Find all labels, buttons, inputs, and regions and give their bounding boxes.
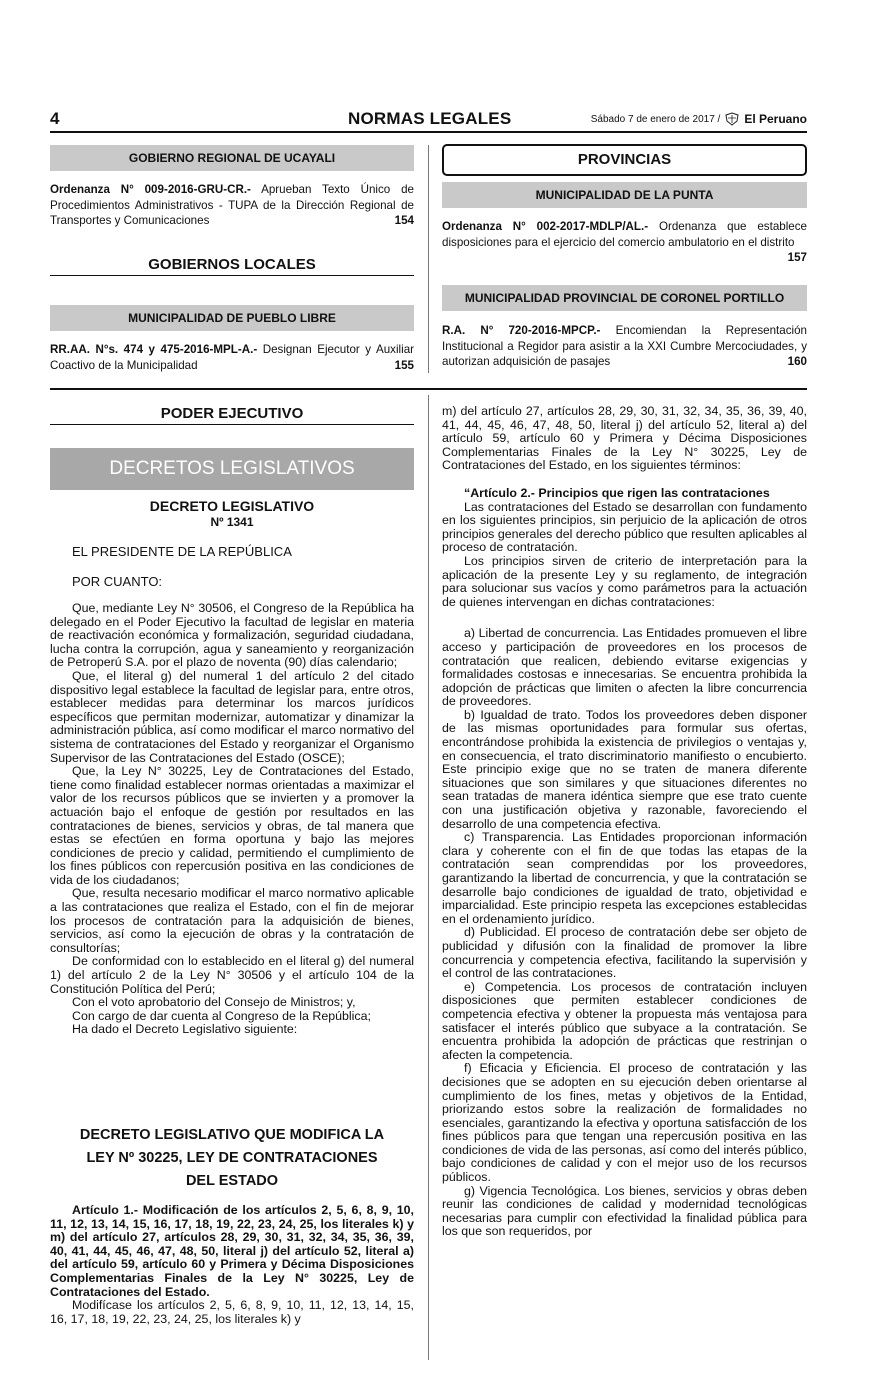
- summary-ref: Ordenanza N° 009-2016-GRU-CR.-: [50, 183, 251, 196]
- summary-page: 160: [787, 355, 807, 368]
- intro-paragraph: m) del artículo 27, artículos 28, 29, 30, 31, 32, 34, 35, 36, 39, 40, 41, 44, 45, 46, 47, 48, 50, literal j) del artículo 52, literal a) del artículo 59, artículo 60 y Primera y Décima Disposiciones Complementarias Finales de la Ley N° 30225, Ley de Contrataciones del Estado, en los siguientes términos:: [442, 404, 807, 473]
- summary-ref: Ordenanza N° 002-2017-MDLP/AL.-: [442, 220, 649, 233]
- paragraph: Que, el literal g) del numeral 1 del artículo 2 del citado dispositivo legal establece la facultad de legislar para, entre otros, establecer medidas para determinar los marcos jurídicos específicos que permitan modernizar, automatizar y dinamizar la administración pública, así como modificar el marco normativo del sistema de contrataciones del Estado y reorganizar el Organismo Supervisor de las Contrataciones del Estado (OSCE);: [50, 668, 414, 765]
- law-title-line-3: DEL ESTADO: [185, 1173, 279, 1189]
- summary-page: 157: [787, 251, 807, 264]
- paragraph: Que, la Ley N° 30225, Ley de Contrataciones del Estado, tiene como finalidad establecer normas orientadas a maximizar el valor de los recursos públicos que se invierten y a promover la actuación bajo el enfoque de gestión por resultados en las contrataciones de bienes, servicios y obras, de tal manera que estas se efectúen en forma oportuna y bajo las mejores condiciones de precio y calidad, permitiendo el cumplimiento de los fines públicos con repercusión positiva en las condiciones de vida de los ciudadanos;: [50, 764, 414, 887]
- section-title: NORMAS LEGALES: [348, 109, 512, 128]
- principle-item: e) Competencia. Los procesos de contratación incluyen disposiciones que permiten establecer condiciones de competencia efectiva y obtener la propuesta más ventajosa para satisfacer el interés público que subyace a la contratación. Se encuentra prohibida la adopción de prácticas que restrinjan o afecten la competencia.: [442, 979, 807, 1062]
- summary-text: Ordenanza que establece disposiciones para el ejercicio del comercio ambulatorio en el distrito: [442, 220, 807, 249]
- summary-page: 155: [394, 358, 414, 372]
- decretos-banner: DECRETOS LEGISLATIVOS: [50, 448, 414, 490]
- regional-bar: GOBIERNO REGIONAL DE UCAYALI: [50, 145, 414, 171]
- poder-ejecutivo-title: PODER EJECUTIVO: [50, 405, 414, 425]
- summary-text: Designan Ejecutor y Auxiliar Coactivo de la Municipalidad: [50, 343, 415, 372]
- law-title-line-1: DECRETO LEGISLATIVO QUE MODIFICA LA: [79, 1127, 385, 1143]
- decree-title: DECRETO LEGISLATIVO: [149, 498, 315, 514]
- presidente-line: EL PRESIDENTE DE LA REPÚBLICA: [72, 544, 292, 559]
- paragraph: Los principios sirven de criterio de interpretación para la aplicación de la presente Ley y su reglamento, de integración para solucionar sus vacíos y como parámetros para la actuación de quienes intervengan en dichas contrataciones:: [442, 553, 807, 609]
- brand-name: El Peruano: [744, 112, 807, 126]
- principle-item: g) Vigencia Tecnológica. Los bienes, servicios y obras deben reunir las condiciones de calidad y modernidad tecnológicas necesarias para cumplir con efectividad la finalidad pública para los que son requeridos, por: [442, 1183, 807, 1239]
- provincias-title: PROVINCIAS: [442, 144, 807, 176]
- article-1-heading: Artículo 1.- Modificación de los artículos 2, 5, 6, 8, 9, 10, 11, 12, 13, 14, 15, 16, 17, 18, 19, 22, 23, 24, 25, los literales k) y m) del artículo 27, artículos 28, 29, 30, 31, 32, 34, 35, 36, 39, 40, 41, 44, 45, 46, 47, 48, 50, literal j) del artículo 52, literal a) del artículo 59, artículo 60 y Primera y Décima Disposiciones Complementarias Finales de la Ley N° 30225, Ley de Contrataciones del Estado.: [50, 1203, 414, 1299]
- issue-date: Sábado 7 de enero de 2017 /: [590, 113, 721, 125]
- gobiernos-locales-title: GOBIERNOS LOCALES: [50, 256, 414, 276]
- paragraph: De conformidad con lo establecido en el literal g) del numeral 1) del artículo 2 de la Ley N° 30506 y el artículo 104 de la Constitución Política del Perú;: [50, 954, 414, 996]
- paragraph: Ha dado el Decreto Legislativo siguiente:: [72, 1022, 298, 1037]
- law-title-line-2: LEY Nº 30225, LEY DE CONTRATACIONES: [86, 1150, 378, 1166]
- summary-ref: R.A. N° 720-2016-MPCP.-: [442, 324, 601, 337]
- principle-item: a) Libertad de concurrencia. Las Entidades promueven el libre acceso y participación de proveedores en los procesos de contratación que realicen, debiendo evitarse exigencias y formalidades costosas e innecesarias. Se encuentra prohibida la adopción de prácticas que limiten o afecten la libre concurrencia de proveedores.: [442, 626, 807, 709]
- principle-item: f) Eficacia y Eficiencia. El proceso de contratación y las decisiones que se adopten en su ejecución deben orientarse al cumplimiento de los fines, metas y objetivos de la Entidad, priorizando estos sobre la realización de formalidades no esenciales, garantizando la efectiva y oportuna satisfacción de los fines públicos para que tengan una repercusión positiva en las condiciones de vida de las personas, así como del interés público, bajo condiciones de calidad y con el mejor uso de los recursos públicos.: [442, 1061, 807, 1185]
- paragraph: Las contrataciones del Estado se desarrollan con fundamento en los siguientes principios, sin perjuicio de la aplicación de otros principios generales del derecho público que resulten aplicables al proceso de contratación.: [442, 499, 807, 555]
- summary-text: Encomiendan la Representación Institucional a Regidor para asistir a la XXI Cumbre Mercociudades, y autorizan adquisición de pasajes: [442, 324, 807, 368]
- pueblo-libre-bar: MUNICIPALIDAD DE PUEBLO LIBRE: [50, 305, 414, 331]
- page-header: [50, 107, 807, 133]
- summary-divider: [428, 145, 429, 373]
- considerandos: [50, 602, 414, 1037]
- summary-item-la-punta[interactable]: [442, 219, 807, 266]
- paragraph: Que, mediante Ley N° 30506, el Congreso de la República ha delegado en el Poder Ejecutivo la facultad de legislar en materia de reactivación económica y formalización, seguridad ciudadana, lucha contra la corrupción, agua y saneamiento y reorganización de Petroperú S.A. por el plazo de noventa (90) días calendario;: [50, 601, 414, 670]
- article-1-text: Modifícase los artículos 2, 5, 6, 8, 9, 10, 11, 12, 13, 14, 15, 16, 17, 18, 19, 22, 23, 24, 25, los literales k) y: [50, 1298, 414, 1326]
- coronel-portillo-bar: MUNICIPALIDAD PROVINCIAL DE CORONEL PORTILLO: [442, 285, 807, 311]
- article-1: [50, 1204, 414, 1326]
- paragraph: Con el voto aprobatorio del Consejo de Ministros; y,: [72, 995, 356, 1010]
- la-punta-bar: MUNICIPALIDAD DE LA PUNTA: [442, 182, 807, 208]
- body-divider: [428, 395, 429, 1360]
- principle-item: b) Igualdad de trato. Todos los proveedores deben disponer de las mismas oportunidades para formular sus ofertas, encontrándose prohibida la existencia de privilegios o ventajas y, en consecuencia, el trato discriminatorio manifiesto o encubierto. Este principio exige que no se traten de manera diferente situaciones que son similares y que situaciones diferentes no sean tratadas de manera idéntica siempre que ese trato cuente con una justificación objetiva y razonable, favoreciendo el desarrollo de una competencia efectiva.: [442, 707, 807, 831]
- summary-text: Aprueban Texto Único de Procedimientos Administrativos - TUPA de la Dirección Regional de Transportes y Comunicaciones: [50, 183, 414, 227]
- decree-number: Nº 1341: [210, 515, 254, 529]
- summary-item-pueblo-libre[interactable]: [50, 342, 414, 373]
- summary-bottom-rule: [50, 388, 807, 390]
- article-2-heading: “Artículo 2.- Principios que rigen las contrataciones: [464, 485, 770, 500]
- summary-item-ucayali[interactable]: [50, 182, 414, 229]
- paragraph: Con cargo de dar cuenta al Congreso de la República;: [72, 1008, 371, 1023]
- summary-ref: RR.AA. N°s. 474 y 475-2016-MPL-A.-: [50, 343, 258, 356]
- principle-item: d) Publicidad. El proceso de contratación debe ser objeto de publicidad y difusión con la finalidad de promover la libre concurrencia y competencia efectiva, facilitando la supervisión y el control de las contrataciones.: [442, 925, 807, 981]
- paragraph: Que, resulta necesario modificar el marco normativo aplicable a las contrataciones que realiza el Estado, con el fin de mejorar los procesos de contratación para la adquisición de bienes, servicios, así como la ejecución de obras y la contratación de consultorías;: [50, 886, 414, 955]
- page-number: 4: [50, 109, 60, 128]
- header-date-brand: [591, 112, 807, 126]
- summary-item-coronel-portillo[interactable]: [442, 323, 807, 370]
- principle-item: c) Transparencia. Las Entidades proporcionan información clara y coherente con el fin de que todas las etapas de la contratación sean comprendidas por los proveedores, garantizando la libertad de concurrencia, y que la contratación se desarrolle bajo condiciones de igualdad de trato, objetividad e imparcialidad. Este principio respeta las excepciones establecidas en el ordenamiento jurídico.: [442, 830, 807, 926]
- right-column-text: [442, 405, 807, 1239]
- summary-page: 154: [394, 214, 414, 227]
- coat-of-arms-icon: [724, 112, 740, 126]
- por-cuanto-line: POR CUANTO:: [72, 574, 163, 589]
